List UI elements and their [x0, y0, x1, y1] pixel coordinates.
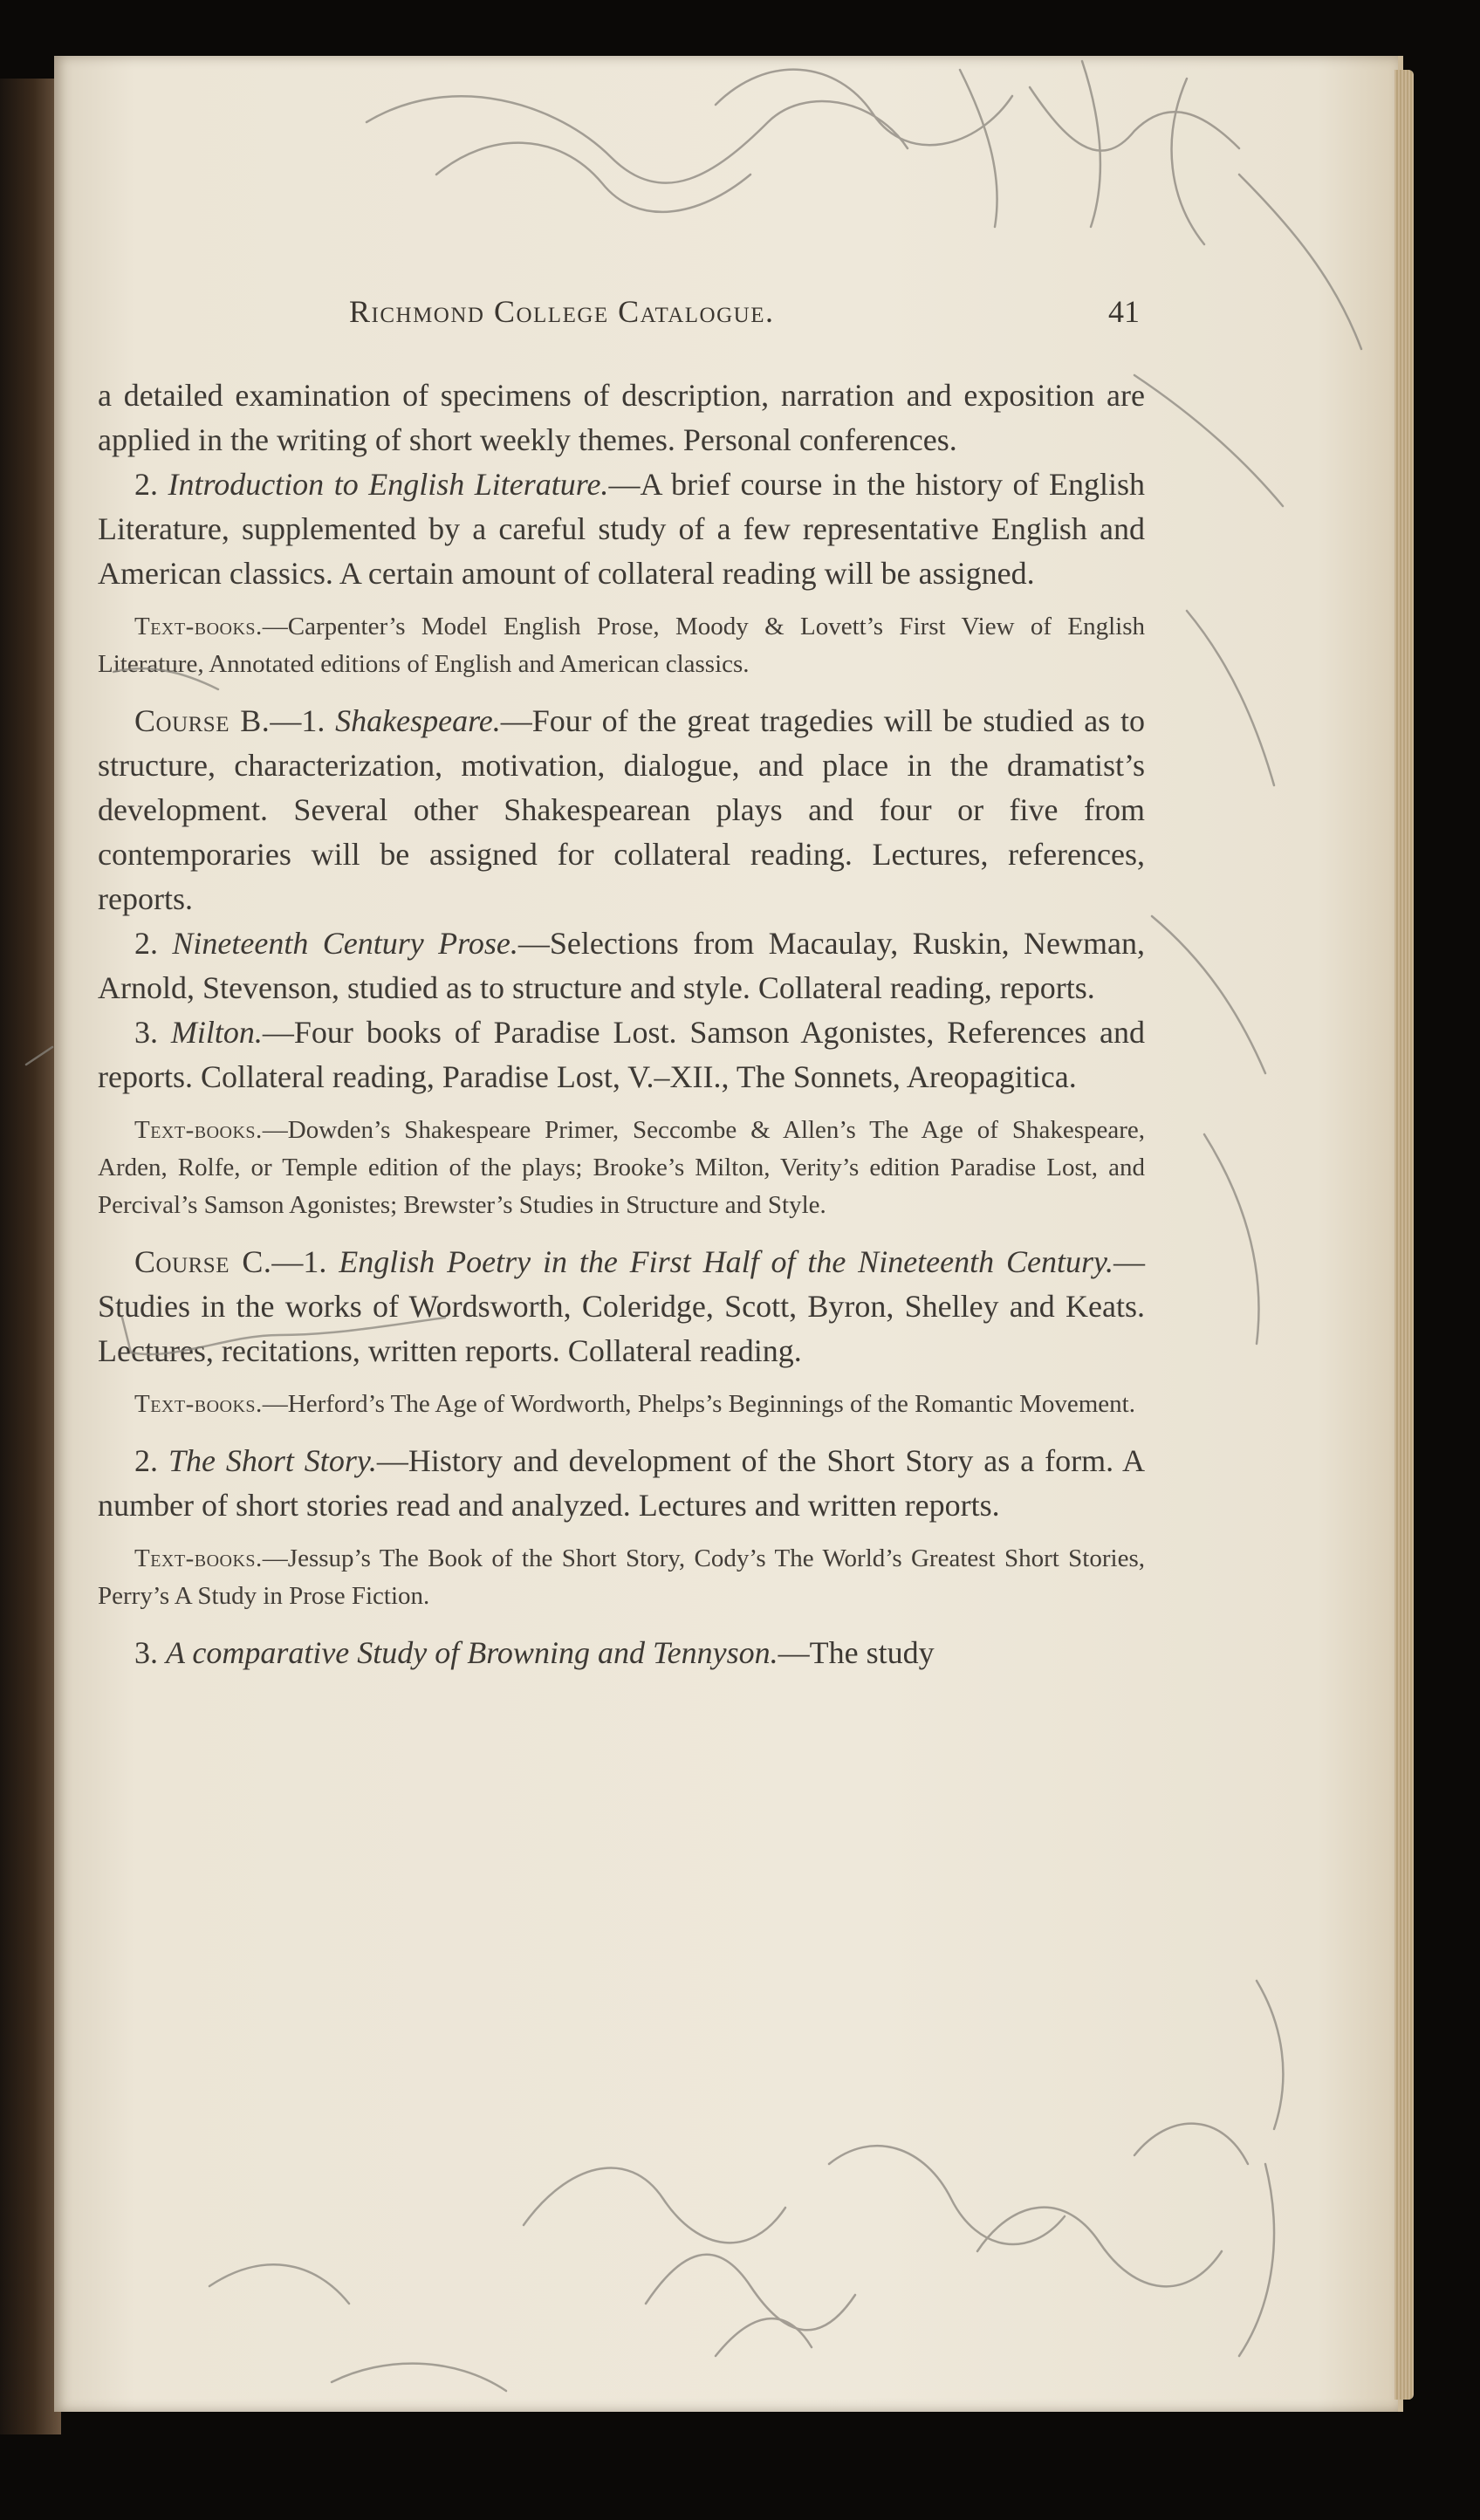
course-label: Course C. — [134, 1244, 272, 1279]
paragraph-text: a detailed examination of specimens of description, narration and exposition are applied in the writing of short weekly themes. Personal conferences. — [98, 378, 1145, 457]
paragraph-text: —Selections from Macaulay, Ruskin, Newman, Arnold, Stevenson, studied as to structure and style. Collateral reading, reports. — [98, 926, 1146, 1005]
item-number: 2. — [134, 1443, 158, 1478]
textbooks-note-a — [98, 608, 1145, 683]
item-number: —1. — [270, 703, 325, 738]
page-number: 41 — [1108, 294, 1140, 329]
textbooks-label: Text-books. — [134, 1544, 263, 1572]
textbooks-text: —Jessup’s The Book of the Short Story, Cody’s The World’s Greatest Short Stories, Perry’s A Study in Prose Fiction. — [98, 1544, 1145, 1610]
item-title: The Short Story. — [168, 1443, 377, 1478]
textbooks-label: Text-books. — [134, 1390, 263, 1418]
item-title: Nineteenth Century Prose. — [172, 926, 518, 961]
page-edges — [1394, 70, 1414, 2400]
paragraph-intro-english-literature — [98, 462, 1145, 596]
running-title: Richmond College Catalogue. — [349, 294, 775, 329]
textbooks-text: —Carpenter’s Model English Prose, Moody & Lovett’s First View of English Literature, Annotated editions of English and American classics. — [98, 613, 1145, 678]
paragraph-milton — [98, 1010, 1145, 1099]
paragraph-short-story — [98, 1439, 1145, 1528]
item-title: Shakespeare. — [335, 703, 501, 738]
paragraph-nineteenth-century-prose — [98, 921, 1145, 1010]
item-number: 2. — [134, 926, 158, 961]
textbooks-note-b — [98, 1112, 1145, 1224]
paragraph-text: —Four of the great tragedies will be studied as to structure, characterization, motivation, dialogue, and place in the dramatist’s development. Several other Shakespearean plays and four or five from contemporaries will be assigned for collateral reading. Lectures, references, reports. — [98, 703, 1146, 916]
textbooks-text: —Dowden’s Shakespeare Primer, Seccombe & Allen’s The Age of Shakespeare, Arden, Rolfe, or Temple edition of the plays; Brooke’s Milton, Verity’s edition Paradise Lost, and Percival’s Samson Agonistes; Brewster’s Studies in Structure and Style. — [98, 1116, 1145, 1219]
paragraph-text: —The study — [778, 1635, 935, 1670]
item-number: 3. — [134, 1635, 158, 1670]
paragraph-text: —Studies in the works of Wordsworth, Coleridge, Scott, Byron, Shelley and Keats. Lectures, recitations, written reports. Collateral reading. — [98, 1244, 1145, 1368]
textbooks-note-c — [98, 1386, 1145, 1423]
paragraph-text: —Four books of Paradise Lost. Samson Agonistes, References and reports. Collateral reading, Paradise Lost, V.–XII., The Sonnets, Areopagitica. — [98, 1015, 1145, 1094]
book-spine — [0, 79, 61, 2434]
textbooks-text: —Herford’s The Age of Wordworth, Phelps’s Beginnings of the Romantic Movement. — [262, 1390, 1135, 1418]
paragraph-course-c — [98, 1240, 1145, 1373]
page-header — [0, 293, 1480, 346]
paragraph-browning-tennyson — [98, 1631, 1145, 1675]
paragraph-course-b — [98, 699, 1145, 921]
paragraph-text: —History and development of the Short Story as a form. A number of short stories read and analyzed. Lectures and written reports. — [98, 1443, 1146, 1523]
paragraph-text: —A brief course in the history of English Literature, supplemented by a careful study of a few representative English and American classics. A certain amount of collateral reading will be assigned. — [98, 467, 1146, 591]
course-label: Course B. — [134, 703, 271, 738]
page-content — [98, 373, 1145, 1675]
textbooks-label: Text-books. — [134, 613, 263, 640]
item-number: 2. — [134, 467, 158, 502]
item-title: A comparative Study of Browning and Tennyson. — [166, 1635, 778, 1670]
item-title: English Poetry in the First Half of the Nineteenth Century. — [339, 1244, 1113, 1279]
item-number: 3. — [134, 1015, 158, 1050]
paragraph-intro — [98, 373, 1145, 462]
textbooks-label: Text-books. — [134, 1116, 263, 1144]
item-title: Milton. — [170, 1015, 263, 1050]
item-number: —1. — [271, 1244, 327, 1279]
item-title: Introduction to English Literature. — [168, 467, 609, 502]
textbooks-note-d — [98, 1540, 1145, 1615]
